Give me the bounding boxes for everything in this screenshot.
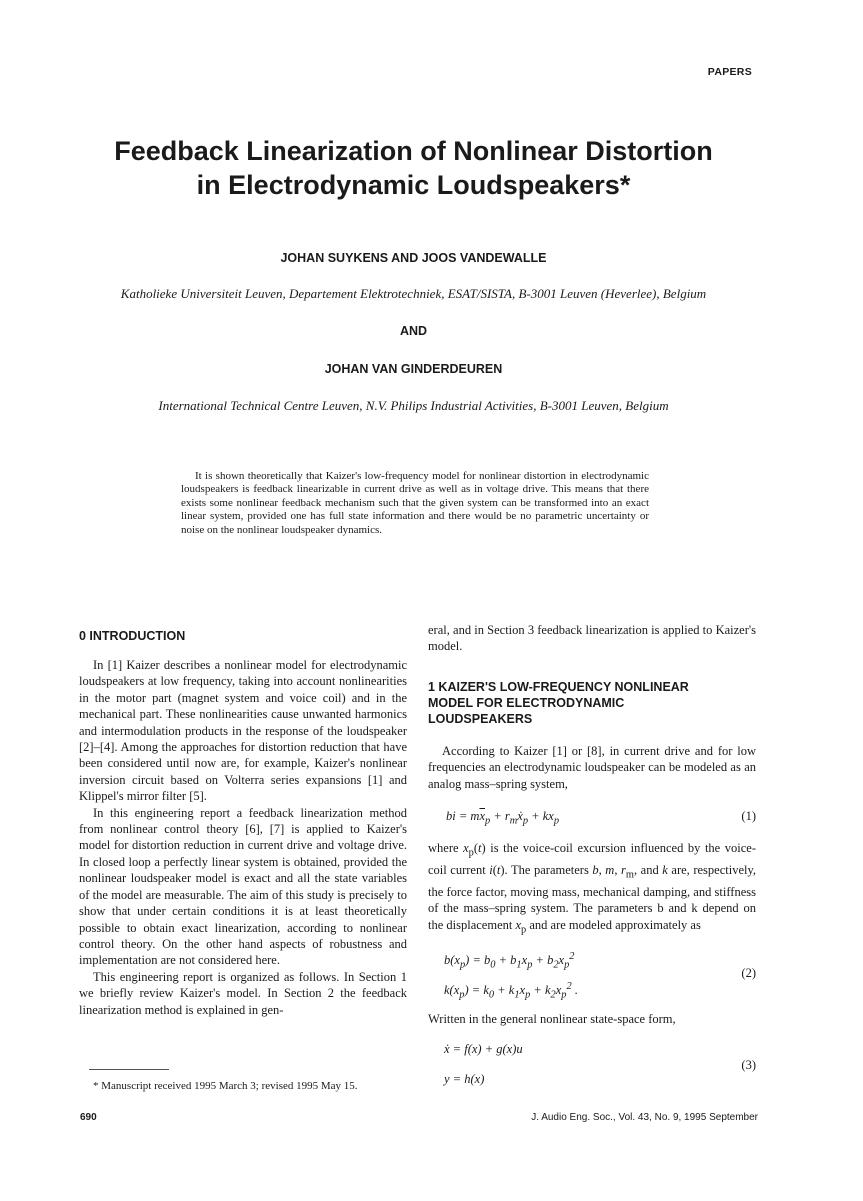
footnote: * Manuscript received 1995 March 3; revised 1995 May 15. [93,1080,358,1092]
author-separator: AND [399,324,428,338]
equation-2-line-2: $k(x_p) = k_0 + k_1x_p + k_2x_p^2$ . [444,980,578,1001]
intro-paragraph-3: This engineering report is organized as follows. In Section 1 we briefly review Kaizer's model. In Section 2 the feedback linearization method is explained in gen- [79,969,407,1017]
intro-continuation: eral, and in Section 3 feedback linearization is applied to Kaizer's model. [428,623,756,654]
section-1-paragraph-2: where $x_p(t)$ is the voice-coil excursion influenced by the voice-coil current i(t). The parameters b, m, $r_m$, and k are, respectively, the force factor, moving mass, mechanical damping, and stiffness of the mass–spring system. The parameters b and k depend on the displacement $x_p$ and are modeled approximately as [428,841,757,936]
title-line-1: Feedback Linearization of Nonlinear Distortion [114,136,713,166]
affiliation-1: Katholieke Universiteit Leuven, Departement Elektrotechniek, ESAT/SISTA, B-3001 Leuven (Heverlee), Belgium [120,286,707,301]
page-number: 690 [80,1112,97,1123]
intro-heading: 0 INTRODUCTION [79,629,186,643]
equation-3-number: (3) [741,1057,756,1072]
equation-3-line-1: ẋ = f(x) + g(x)u [444,1041,523,1056]
author-group-2: JOHAN VAN GINDERDEUREN [324,362,503,376]
voice-coil-definition: where $x_p(t)$ is the voice-coil excursion influenced by the voice-coil current i(t). The parameters b, m, $r_m$, and k [428,841,756,881]
right-column [428,622,756,1095]
section-label: PAPERS [707,66,752,78]
intro-paragraph-2: In this engineering report a feedback linearization method from nonlinear control theory [6], [7] is applied to Kaizer's model for distortion reduction in current drive and voltage drive. In closed loop a perfectly linear system is obtained, provided the nonlinear loudspeaker model is exact and all the state variables of the model are measurable. The aim of this study is precisely to show that under certain conditions it is at least theoretically possible to obtain exact linearization, according to nonlinear control theory. On the other hand aspects of robustness and implementation are not considered here. [79,805,407,968]
approximation-intro: and are modeled approximately as [529,917,701,932]
equation-1 [428,806,756,832]
section-1-paragraph-1: According to Kaizer [1] or [8], in current drive and for low frequencies an electrodynamic loudspeaker can be modeled as an analog mass–spring system, [428,743,756,791]
section-1-heading-line-2: MODEL FOR ELECTRODYNAMIC [428,695,625,710]
equation-3 [428,1039,756,1095]
intro-paragraph-1: In [1] Kaizer describes a nonlinear model for electrodynamic loudspeakers at low frequency, taking into account nonlinearities in the motor part (magnet system and voice coil) and in the mechanical part. These nonlinearities cause unwanted harmonics and intermodulation products in the response of the loudspeaker [2]–[4]. Among the approaches for distortion reduction that have been considered until now are, for example, Kaizer's nonlinear inversion circuit based on Volterra series expansions [1] and Klippel's mirror filter [5]. [79,658,407,804]
equation-1-body: bi = $m\overline{x}_p$ + $r_mẋ_p + kx_p$ [446,809,560,827]
section-1-heading [428,679,756,727]
affiliation-2: International Technical Centre Leuven, N.V. Philips Industrial Activities, B-3001 Leuven, Belgium [158,398,669,413]
section-1-heading-line-1: 1 KAIZER'S LOW-FREQUENCY NONLINEAR [428,679,689,694]
equation-3-line-2: y = h(x) [444,1071,485,1086]
author-group-1: JOHAN SUYKENS AND JOOS VANDEWALLE [280,251,547,265]
section-1-paragraph-3: Written in the general nonlinear state-space form, [428,1011,676,1026]
equation-1-number: (1) [741,809,756,824]
title-line-2: in Electrodynamic Loudspeakers* [196,170,631,200]
section-1-heading-line-3: LOUDSPEAKERS [428,711,533,726]
abstract: It is shown theoretically that Kaizer's low-frequency model for nonlinear distortion in electrodynamic loudspeakers is feedback linearizable in current drive as well as in voltage drive. This means that there exists some nonlinear feedback mechanism such that the given system can be transformed into an exact linear system, provided one has full state information and there would be no parametric uncertainty or noise on the nonlinear loudspeaker dynamics. [181,470,649,536]
equation-2 [428,947,756,1005]
journal-reference: J. Audio Eng. Soc., Vol. 43, No. 9, 1995 September [531,1112,758,1123]
paper-title [0,134,827,202]
equation-2-line-1: $b(x_p) = b_0 + b_1x_p + b_2x_p^2$ [444,950,575,971]
left-column [79,657,407,1018]
footnote-rule [89,1069,169,1070]
equation-2-number: (2) [741,965,756,980]
parameter-description: are, respectively, the force factor, moving mass, mechanical damping, and stiffness of the mass–spring system. The parameters b and k depend on the displacement [428,862,757,932]
